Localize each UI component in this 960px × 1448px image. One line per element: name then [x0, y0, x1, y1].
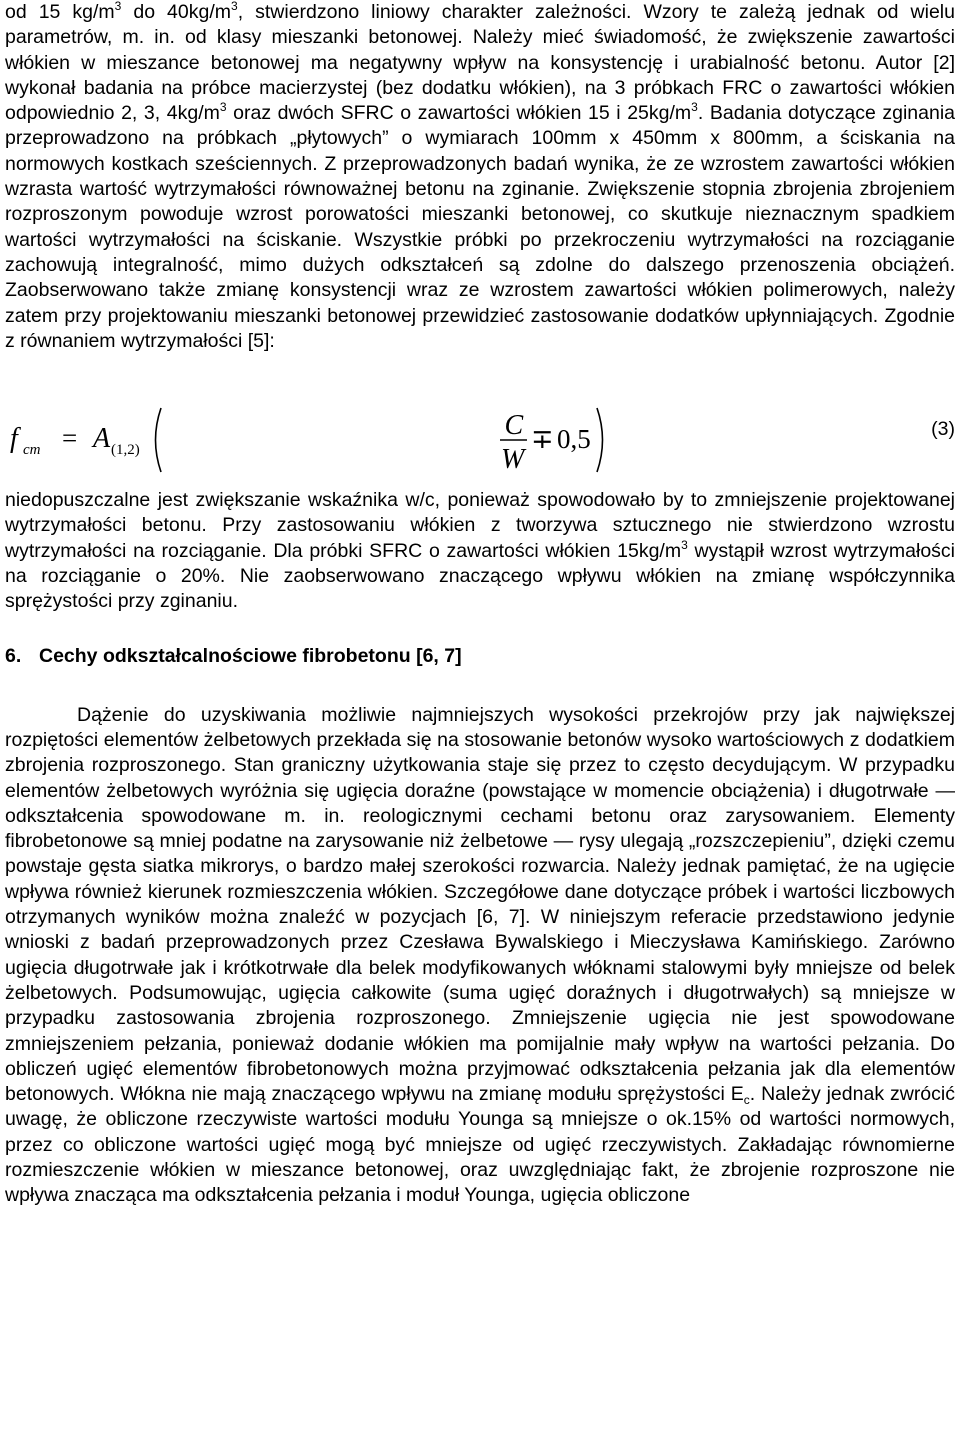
paragraph-wc-ratio [5, 488, 960, 614]
paragraph-deflection [5, 703, 960, 1209]
text-run: . Należy jednak zwrócić uwagę, że obliczone rzeczywiste wartości modułu Younga są mniejsze o ok.15% od wartości normowych, przez co obliczone wartości ugięć mogą być mniejsze od ugięć rzeczywistych. Zakładając równomierne rozmieszczenie włókien w mieszance betonowej, oraz uwzględniając fakt, że zbrojenie rozproszone nie wpływa znacząca ma odkształcenia pełzania i moduł Younga, ugięcia obliczone [5, 1083, 960, 1207]
text-run: , stwierdzono liniowy charakter zależności. Wzory te zależą jednak od wielu parametrów, m. in. od klasy mieszanki betonowej. Należy mieć świadomość, że zwiększenie zawartości włókien w mieszance betonowej ma negatywny wpływ na konsystencję i urabialność betonu. Autor [2] wykonał badania na próbce macierzystej (bez dodatku włókien), na 3 próbkach FRC o zawartości włókien odpowiednio 2, 3, 4kg/m [5, 1, 960, 125]
text-run: niedopuszczalne jest zwiększanie wskaźnika w/c, ponieważ spowodowało by to zmniejszenie projektowanej wytrzymałości betonu. Przy zastosowaniu włókien z tworzywa sztucznego nie stwierdzono wzrostu wytrzymałości na rozciąganie. Dla próbki SFRC o zawartości włókien 15kg/m [5, 489, 960, 562]
paragraph-fiber-content [5, 0, 960, 354]
fraction-numerator: C [504, 410, 524, 442]
subscript: c [743, 1093, 750, 1108]
superscript: 3 [691, 100, 698, 115]
equation-f: f [10, 423, 18, 455]
text-run: do 40kg/m [121, 1, 231, 23]
superscript: 3 [114, 0, 122, 13]
text-run: Dążenie do uzyskiwania możliwie najmniejszych wysokości przekrojów przy jak największej rozpiętości elementów żelbetowych przekłada się na stosowanie betonów wysoko wartościowych z dodatkiem zbrojenia rozproszonego. Stan graniczny użytkowania staje się przez to często decydującym. W przypadku elementów żelbetowych wyróżnia się ugięcia doraźne (powstające w momencie obciążenia) i długotrwałe — odkształcenia spowodowane m. in. reologicznymi cechami betonu oraz zarysowaniem. Elementy fibrobetonowe są mniej podatne na zarysowanie niż żelbetowe — rysy ulegają „rozszczepieniu”, dzięki czemu powstaje gęsta siatka mikrorys, o bardzo małej szerokości rozwarcia. Należy jednak pamiętać, że na ugięcie wpływa również kierunek rozmieszczenia włókien. Szczegółowe dane dotyczące próbek i wartości liczbowych otrzymanych wyników można znaleźć w pozycjach [6, 7]. W niniejszym referacie przedstawiono jedynie wnioski z badań przeprowadzonych przez Czesława Bywalskiego i Mieczysława Kamińskiego. Zarówno ugięcia długotrwałe jak i krótkotrwałe dla belek modyfikowanych włóknami stalowymi były mniejsze od belek żelbetowych. Podsumowując, ugięcia całkowite (suma ugięć doraźnych i długotrwałych) są mniejsze w przypadku zastosowania zbrojenia rozproszonego. Zmniejszenie ugięcia nie jest spowodowane zmniejszeniem pełzania, ponieważ dodanie włókien ma pomijalnie mały wpływ na wartości pełzania. Do obliczeń ugięć elementów fibrobetonowych można przyjmować odkształcenia pełzania jak dla elementów betonowych. Włókna nie mają znaczącego wpływu na zmianę modułu sprężystości E [5, 703, 960, 1106]
equation-a-subscript: (1,2) [111, 442, 140, 459]
section-number: 6. [5, 644, 22, 667]
section-heading [5, 644, 955, 669]
strength-equation [5, 376, 955, 476]
superscript: 3 [681, 537, 688, 552]
section-title: Cechy odkształcalnościowe fibrobetonu [6, 7] [39, 644, 462, 667]
text-run: oraz dwóch SFRC o zawartości włókien 15 i 25kg/m [226, 102, 692, 125]
left-parenthesis [156, 408, 162, 472]
right-parenthesis [597, 408, 603, 472]
fraction-denominator: W [501, 444, 525, 476]
superscript: 3 [219, 100, 227, 115]
text-run: wystąpił wzrost wytrzymałości na rozciąganie o 20%. Nie zaobserwowano znaczącego wpływu włókien na zmianę współczynnika sprężystości przy zginaniu. [5, 539, 960, 613]
equation-number: (3) [931, 418, 955, 441]
superscript: 3 [231, 0, 238, 13]
document-page [5, 0, 960, 1209]
equation-f-subscript: cm [23, 442, 41, 459]
equation-equals: = [62, 423, 78, 454]
equation-a: A [93, 423, 111, 455]
text-run: od 15 kg/m [5, 1, 115, 23]
text-run: . Badania dotyczące zginania przeprowadzono na próbkach „płytowych” o wymiarach 100mm x 450mm x 800mm, a ściskania na normowych kostkach sześciennych. Z przeprowadzonych badań wynika, że ze wzrostem zawartości włókien wzrasta wartość wytrzymałości równoważnej betonu na zginanie. Zwiększenie stopnia zbrojenia zbrojeniem rozproszonym powoduje wzrost porowatości mieszanki betonowej, co skutkuje nieznacznym spadkiem wartości wytrzymałości na ściskanie. Wszystkie próbki po przekroczeniu wytrzymałości na rozciąganie zachowują integralność, mimo dużych odkształceń są zdolne do dalszego przenoszenia obciążeń. Zaobserwowano także zmianę konsystencji wraz ze wzrostem zawartości włókien polimerowych, należy zatem przy projektowaniu mieszanki betonowej przewidzieć zastosowanie dodatków upłynniających. Zgodnie z równaniem wytrzymałości [5]: [5, 102, 960, 352]
equation-constant: 0,5 [557, 424, 591, 455]
equation-formula [5, 376, 625, 476]
minus-plus-sign: ∓ [531, 424, 554, 455]
